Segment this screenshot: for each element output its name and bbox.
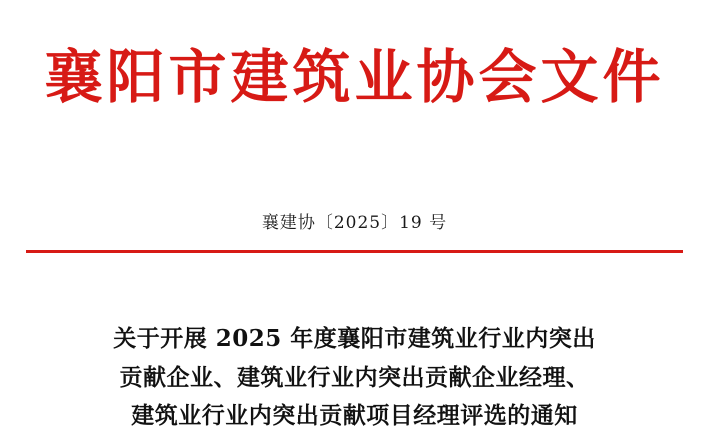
document-masthead-title: 襄阳市建筑业协会文件 — [44, 43, 665, 111]
document-title — [58, 320, 651, 436]
document-number: 襄建协〔2025〕19 号 — [261, 213, 448, 233]
document-title-line-3: 建筑业行业内突出贡献项目经理评选的通知 — [131, 402, 578, 430]
document-title-line-2: 贡献企业、建筑业行业内突出贡献企业经理、 — [119, 363, 590, 391]
document-title-line-1: 关于开展 2025 年度襄阳市建筑业行业内突出 — [113, 325, 596, 352]
red-horizontal-rule — [26, 250, 683, 253]
